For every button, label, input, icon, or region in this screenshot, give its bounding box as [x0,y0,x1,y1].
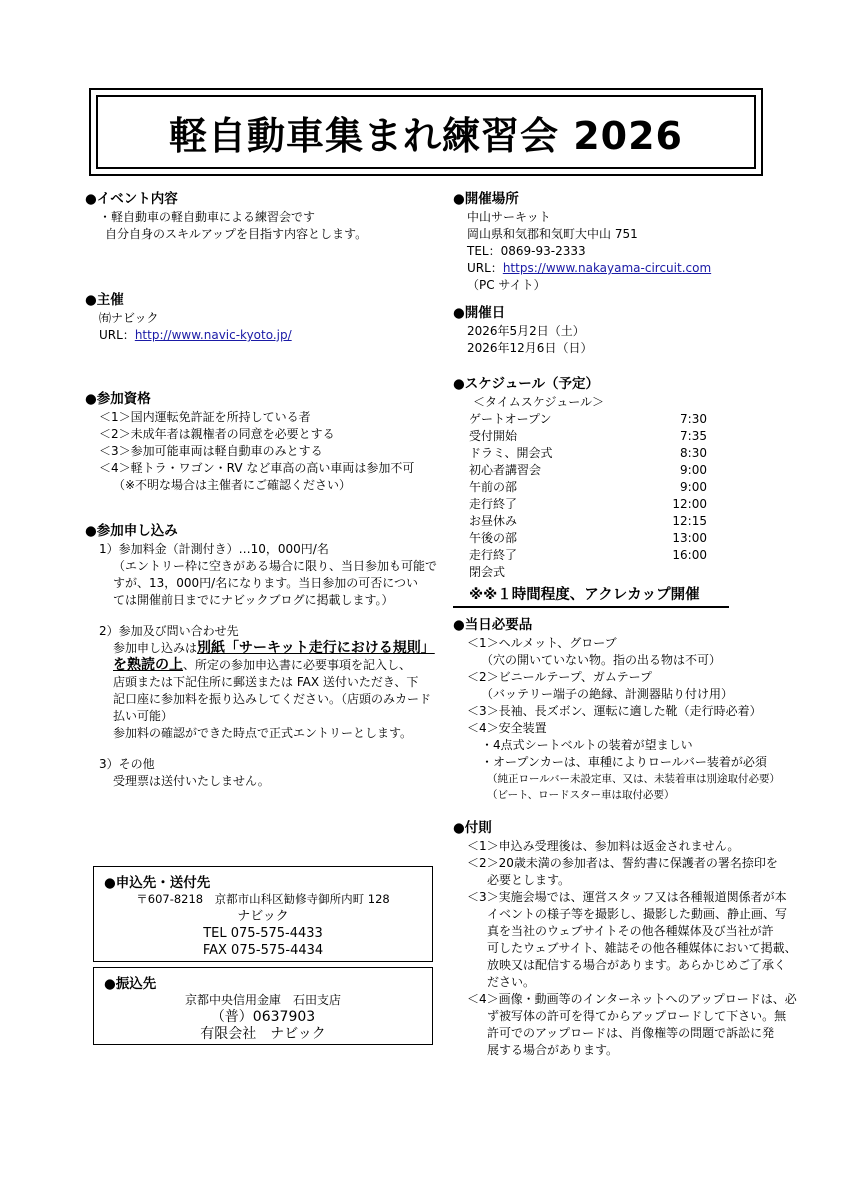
schedule-row [453,462,773,479]
fee-line: （エントリー枠に空きがある場合に限り、当日参加も可能で [113,559,438,573]
schedule-row [453,564,773,581]
schedule-section [453,375,773,608]
application-heading: ●参加申し込み [85,523,178,539]
send-tel: TEL 075-575-4433 [203,926,323,941]
other-line: 受理票は送付いたしません。 [113,774,270,788]
rules-line: ださい。 [487,975,536,989]
read-carefully: を熟読の上 [113,657,183,673]
schedule-time: 7:35 [680,429,707,443]
organizer-heading: ●主催 [85,292,124,308]
schedule-label: 走行終了 [469,497,518,511]
schedule-heading: ●スケジュール（予定） [453,376,599,392]
contact-pre: 参加申し込みは [113,641,198,655]
qualification-item: ＜1＞国内運転免許証を所持している者 [99,410,311,424]
rules-line: ＜4＞画像・動画等のインターネットへのアップロードは、必 [467,992,797,1006]
date-line: 2026年12月6日（日） [467,341,593,355]
venue-name: 中山サーキット [467,210,551,224]
schedule-time: 12:15 [672,514,707,528]
schedule-label: 初心者講習会 [469,463,542,477]
contact-rest: 、所定の参加申込書に必要事項を記入し、 [183,658,412,672]
rules-line: イベントの様子等を撮影し、撮影した動画、静止画、写 [487,907,788,921]
title-inner-frame [96,95,756,169]
acre-cup-callout: ※※１時間程度、アクレカップ開催 [453,587,729,608]
schedule-label: 走行終了 [469,548,518,562]
rules-line: 展する場合があります。 [487,1043,619,1057]
fee-line: すが、13，000円/名になります。当日参加の可否につい [113,576,419,590]
event-heading: ●イベント内容 [85,191,178,207]
schedule-row [453,411,773,428]
schedule-time: 16:00 [672,548,707,562]
date-line: 2026年5月2日（土） [467,324,585,338]
send-box-heading: ●申込先・送付先 [104,875,211,891]
dates-section [453,304,773,357]
fee-line: ては開催前日までにナビックブログに掲載します。） [113,593,394,607]
required-line: ＜1＞ヘルメット、グローブ [467,636,617,650]
schedule-time: 9:00 [680,463,707,477]
required-line: ・4点式シートベルトの装着が望ましい [481,738,693,752]
schedule-subheading: ＜タイムスケジュール＞ [473,395,605,409]
rules-line: ＜3＞実施会場では、運営スタッフ又は各種報道関係者が本 [467,890,787,904]
venue-note: （PC サイト） [467,278,546,292]
left-column [85,190,445,794]
organizer-section [85,291,445,344]
qualification-section [85,390,445,494]
rules-line: 真を当社のウェブサイトその他各種媒体及び当社が許 [487,924,774,938]
qualification-item: ＜2＞未成年者は親権者の同意を必要とする [99,427,335,441]
schedule-row [453,479,773,496]
fee-title: 1）参加料金（計測付き）…10，000円/名 [99,542,329,556]
title-frame [89,88,763,176]
organizer-url-line [85,327,445,344]
venue-section [453,190,773,294]
schedule-label: ゲートオープン [469,412,552,426]
required-line: ＜2＞ビニールテープ、ガムテープ [467,670,652,684]
required-note: （ビート、ロードスター車は取付必要） [487,789,675,801]
schedule-row [453,547,773,564]
application-section [85,522,445,790]
contact-line: 払い可能） [113,709,174,723]
organizer-url-label: URL： [99,328,135,342]
rules-heading: ●付則 [453,820,492,836]
bank-box [93,967,433,1045]
venue-address: 岡山県和気郡和気町大中山 751 [467,227,638,241]
schedule-row [453,445,773,462]
schedule-label: 午前の部 [469,480,518,494]
schedule-time: 13:00 [672,531,707,545]
schedule-table [453,411,773,581]
required-heading: ●当日必要品 [453,617,533,633]
schedule-label: 受付開始 [469,429,518,443]
rules-line: 放映又は配信する場合があります。あらかじめご了承く [487,958,787,972]
rules-line: ＜1＞申込み受理後は、参加料は返金されません。 [467,839,740,853]
rules-section [453,819,797,1059]
contact-line-2 [85,657,445,674]
bank-holder: 有限会社 ナビック [200,1026,326,1042]
send-box [93,866,433,962]
dates-heading: ●開催日 [453,305,506,321]
schedule-time [637,564,707,581]
required-line: （穴の開いていない物。指の出る物は不可） [481,653,722,667]
send-address: 〒607-8218 京都市山科区勧修寺御所内町 128 [136,892,390,906]
schedule-row [453,513,773,530]
rules-line: ＜2＞20歳未満の参加者は、誓約書に保護者の署名捺印を [467,856,778,870]
contact-line: 参加料の確認ができた時点で正式エントリーとします。 [113,726,413,740]
qualification-note: （※不明な場合は主催者にご確認ください） [113,478,352,492]
send-fax: FAX 075-575-4434 [202,943,324,958]
page-title: 軽自動車集まれ練習会 2026 [169,113,683,158]
venue-url-link[interactable]: https://www.nakayama-circuit.com [502,261,712,275]
schedule-label: お昼休み [469,514,518,528]
contact-line: 店頭または下記住所に郵送または FAX 送付いただき、下 [113,675,419,689]
required-line: （バッテリー端子の絶縁、計測器貼り付け用） [481,687,734,701]
bank-box-heading: ●振込先 [104,976,157,992]
schedule-label: 午後の部 [469,531,518,545]
required-section [453,616,781,803]
schedule-time: 7:30 [680,412,707,426]
schedule-time: 12:00 [672,497,707,511]
schedule-label: ドラミ、開会式 [469,446,553,460]
rules-document-ref: 別紙「サーキット走行における規則」 [197,640,435,656]
event-line: ・軽自動車の軽自動車による練習会です [99,210,316,224]
rules-line: 可したウェブサイト、雑誌その他各種媒体において掲載、 [487,941,797,955]
contact-line-1 [85,640,445,657]
organizer-name: ㈲ナビック [99,311,159,325]
venue-heading: ●開催場所 [453,191,519,207]
schedule-label: 閉会式 [469,565,506,579]
rules-line: ず被写体の許可を得てからアップロードして下さい。無 [487,1009,787,1023]
required-line: ・オープンカーは、車種によりロールバー装着が必須 [481,755,767,769]
qualification-item: ＜4＞軽トラ・ワゴン・RV など車高の高い車両は参加不可 [99,461,415,475]
venue-tel: TEL：0869-93-2333 [467,244,586,258]
venue-url-line [453,260,773,277]
schedule-row [453,496,773,513]
bank-account: （普）0637903 [210,1009,316,1025]
schedule-time: 9:00 [680,480,707,494]
rules-line: 必要とします。 [487,873,571,887]
contact-title: 2）参加及び問い合わせ先 [99,624,239,638]
event-section [85,190,445,243]
schedule-time: 8:30 [680,446,707,460]
other-title: 3）その他 [99,757,155,771]
event-line: 自分自身のスキルアップを目指す内容とします。 [105,227,368,241]
qualification-heading: ●参加資格 [85,391,151,407]
organizer-url-link[interactable]: http://www.navic-kyoto.jp/ [134,328,292,342]
rules-line: 許可でのアップロードは、肖像権等の問題で訴訟に発 [487,1026,775,1040]
bank-name: 京都中央信用金庫 石田支店 [184,993,341,1007]
venue-url-label: URL： [467,261,503,275]
send-name: ナビック [237,909,289,924]
required-line: ＜3＞長袖、長ズボン、運転に適した靴（走行時必着） [467,704,762,718]
contact-line: 記口座に参加料を振り込みしてください。（店頭のみカード [113,692,432,706]
qualification-item: ＜3＞参加可能車両は軽自動車のみとする [99,444,323,458]
right-column [453,190,797,1063]
required-note: （純正ロールバー未設定車、又は、未装着車は別途取付必要） [487,773,781,785]
required-line: ＜4＞安全装置 [467,721,547,735]
schedule-row [453,428,773,445]
schedule-row [453,530,773,547]
